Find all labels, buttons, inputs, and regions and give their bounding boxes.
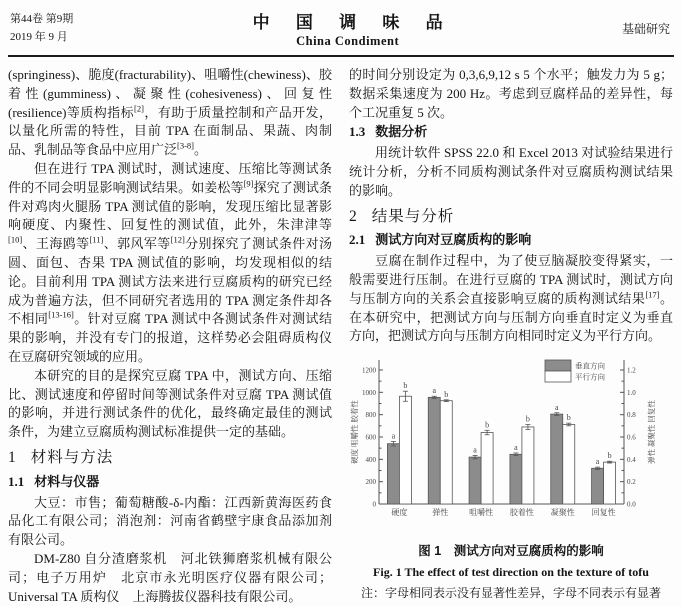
svg-text:回复性: 回复性 [591, 508, 616, 518]
section-heading-materials-methods [8, 449, 332, 468]
figure-caption-en: Fig. 1 The effect of test direction on the texture of tofu [373, 564, 649, 579]
section-number: 2 [349, 207, 358, 225]
svg-text:b: b [525, 414, 530, 424]
svg-text:0.8: 0.8 [627, 411, 636, 420]
subsection-number: 1.1 [8, 473, 25, 489]
svg-text:b: b [403, 381, 408, 391]
svg-text:800: 800 [365, 411, 376, 420]
svg-text:弹性: 弹性 [432, 508, 449, 518]
figure-chart [349, 354, 682, 540]
left-column [8, 66, 332, 606]
paragraph-background: 但在进行 TPA 测试时，测试速度、压缩比等测试条件的不同会明显影响测试结果。如姜松等[9]探究了测试条件对鸡肉火腿肠 TPA 测试值的影响，发现压缩比显著影响硬度、内聚性、回复性的测试值，此外，朱津津等[10]、王海鸥等[11]、郭风军等[12]分别探究了测试条件对汤圆、面包、杏果 TPA 测试值的影响，均发现相似的结论。目前利用 TPA 测试方法来进行豆腐质构的研究已经成为普遍方法，但不同研究者选用的 TPA 测定条件却各不相同[13-16]。针对豆腐 TPA 测试中各测试条件对测试结果的影响，并没有专门的报道，这样势必会阻碍质构仪在豆腐研究领域的应用。 [8, 160, 332, 364]
journal-title-cn: 中 国 调 味 品 [252, 13, 454, 32]
svg-text:b: b [607, 451, 612, 461]
right-column [349, 66, 673, 606]
svg-text:b: b [444, 389, 449, 399]
svg-text:a: a [514, 443, 518, 453]
header-rule [8, 55, 674, 57]
svg-text:咀嚼性: 咀嚼性 [469, 508, 494, 518]
paragraph-data-analysis: 用统计软件 SPSS 22.0 和 Excel 2013 对试验结果进行统计分析，分析不同质构测试条件对豆腐质构测试结果的影响。 [349, 145, 673, 198]
subsection-number: 1.3 [349, 124, 366, 140]
paragraph-instruments: DM-Z80 自分渣磨浆机 河北铁狮磨浆机械有限公司；电子万用炉 北京市永光明医疗仪器有限公司；Universal TA 质构仪 上海腾拔仪器科技有限公司。 [8, 550, 332, 604]
svg-text:平行方向: 平行方向 [575, 372, 605, 382]
paragraph-intro-continuation: (springiness)、脆度(fracturability)、咀嚼性(chewiness)、胶着性(gumminess)、凝聚性(cohesiveness)、回复性(resilience)等质构指标[2]，有助于质量控制和产品开发，以量化所需的特性，目前 TPA 在面制品、果蔬、肉制品、乳制品等食品中应用广泛[3-8]。 [8, 67, 332, 158]
paragraph-materials: 大豆：市售；葡萄糖酸-δ-内酯：江西新黄海医药食品化工有限公司；消泡剂：河南省鹤壁宇康食品添加剂有限公司。 [8, 494, 332, 548]
svg-text:a: a [391, 431, 396, 441]
svg-text:硬度 咀嚼性 胶着性: 硬度 咀嚼性 胶着性 [350, 400, 359, 465]
svg-text:b: b [566, 413, 571, 423]
subsection-title: 材料与仪器 [34, 473, 100, 489]
svg-text:0.2: 0.2 [627, 478, 636, 487]
journal-title-en: China Condiment [296, 34, 400, 48]
svg-text:1.2: 1.2 [627, 366, 636, 375]
section-heading-results-analysis [349, 208, 673, 227]
svg-text:b: b [485, 420, 490, 430]
journal-title-block [73, 8, 622, 49]
svg-text:a: a [554, 402, 559, 412]
subsection-heading-materials-instruments [8, 473, 332, 492]
subsection-heading-test-direction [349, 231, 673, 250]
svg-text:垂直方向: 垂直方向 [575, 361, 605, 371]
section-title: 结果与分析 [371, 207, 455, 225]
svg-text:200: 200 [365, 478, 376, 487]
section-title: 材料与方法 [30, 448, 114, 466]
svg-text:弹性 凝聚性 回复性: 弹性 凝聚性 回复性 [647, 400, 656, 465]
svg-text:胶着性: 胶着性 [509, 508, 534, 518]
figure-caption-cn: 图 1 测试方向对豆腐质构的影响 [418, 544, 604, 559]
svg-text:硬度: 硬度 [391, 508, 408, 518]
paragraph-test-settings-continuation: 的时间分别设定为 0,3,6,9,12 s 5 个水平；触发力为 5 g；数据采集速度为 200 Hz。考虑到豆腐样品的差异性，每个工况重复 5 次。 [349, 67, 673, 120]
column-tag: 基础研究 [621, 22, 670, 36]
section-number: 1 [8, 448, 17, 466]
svg-text:1000: 1000 [362, 388, 376, 397]
svg-text:0.4: 0.4 [627, 455, 636, 464]
figure-note: 注：字母相同表示没有显著性差异，字母不同表示有显著 [361, 585, 662, 600]
svg-text:1200: 1200 [362, 366, 376, 375]
svg-text:0.6: 0.6 [627, 433, 636, 442]
svg-text:a: a [595, 457, 600, 467]
svg-text:凝聚性: 凝聚性 [550, 508, 575, 518]
svg-text:600: 600 [365, 433, 376, 442]
svg-text:0: 0 [372, 500, 376, 509]
svg-text:400: 400 [365, 455, 376, 464]
issue-date: 2019 年 9 月 [10, 30, 68, 43]
issue-info [10, 11, 73, 45]
figure-1 [349, 354, 673, 602]
svg-text:a: a [473, 445, 477, 455]
subsection-heading-data-analysis [349, 123, 673, 142]
volume-issue: 第44卷 第9期 [10, 13, 74, 26]
subsection-title: 数据分析 [375, 124, 428, 140]
svg-text:0.0: 0.0 [627, 500, 636, 509]
paragraph-test-direction: 豆腐在制作过程中，为了使豆脑凝胶变得紧实，一般需要进行压制。在进行豆腐的 TPA 测试时，测试方向与压制方向的关系会直接影响豆腐的质构测试结果[17]。在本研究中，把测试方向与压制方向垂直时定义为垂直方向，把测试方向与压制方向相同时定义为平行方向。 [349, 253, 673, 344]
two-column-body [8, 66, 674, 606]
page-header [8, 6, 674, 53]
subsection-number: 2.1 [349, 232, 366, 248]
svg-text:1.0: 1.0 [627, 388, 636, 397]
svg-text:a: a [432, 386, 437, 396]
paragraph-purpose: 本研究的目的是探究豆腐 TPA 中，测试方向、压缩比、测试速度和停留时间等测试条件对豆腐 TPA 测试值的影响，并进行测试条件的优化，最终确定最佳的测试条件，为建立豆腐质构测试标准提供一定的基础。 [8, 367, 332, 440]
subsection-title: 测试方向对豆腐质构的影响 [375, 232, 532, 248]
